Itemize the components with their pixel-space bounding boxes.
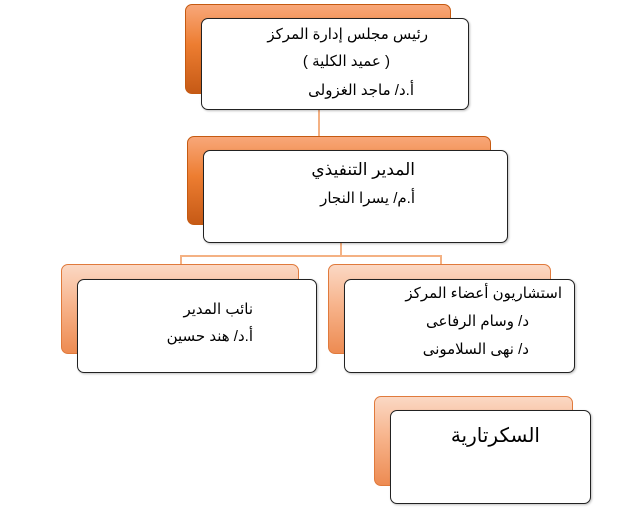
chairman-subtitle: ( عميد الكلية ) <box>302 53 390 70</box>
deputy-title: نائب المدير <box>183 301 253 318</box>
secretariat-title: السكرتارية <box>450 425 540 447</box>
deputy-name: أ.د/ هند حسين <box>166 328 253 345</box>
chairman-title: رئيس مجلس إدارة المركز <box>267 26 428 43</box>
connector-horizontal-bar <box>180 255 442 257</box>
consultants-member-1: د/ وسام الرفاعى <box>425 313 529 330</box>
node-executive-box <box>203 150 508 243</box>
node-secretariat-box <box>390 410 591 504</box>
node-deputy-box <box>77 279 317 373</box>
consultants-member-2: د/ نهى السلامونى <box>422 341 529 358</box>
executive-title: المدير التنفيذي <box>311 160 415 179</box>
connector-chairman-executive <box>318 108 320 138</box>
executive-name: أ.م/ يسرا النجار <box>320 190 415 207</box>
consultants-title: استشاريون أعضاء المركز <box>405 285 562 302</box>
node-chairman <box>185 4 469 110</box>
chairman-name: أ.د/ ماجد الغزولى <box>308 82 414 99</box>
node-consultants-box <box>344 279 575 373</box>
node-executive-director <box>187 136 508 244</box>
node-chairman-box <box>201 18 469 110</box>
node-secretariat <box>374 396 591 504</box>
node-consultants <box>328 264 575 372</box>
node-deputy-director <box>61 264 317 372</box>
